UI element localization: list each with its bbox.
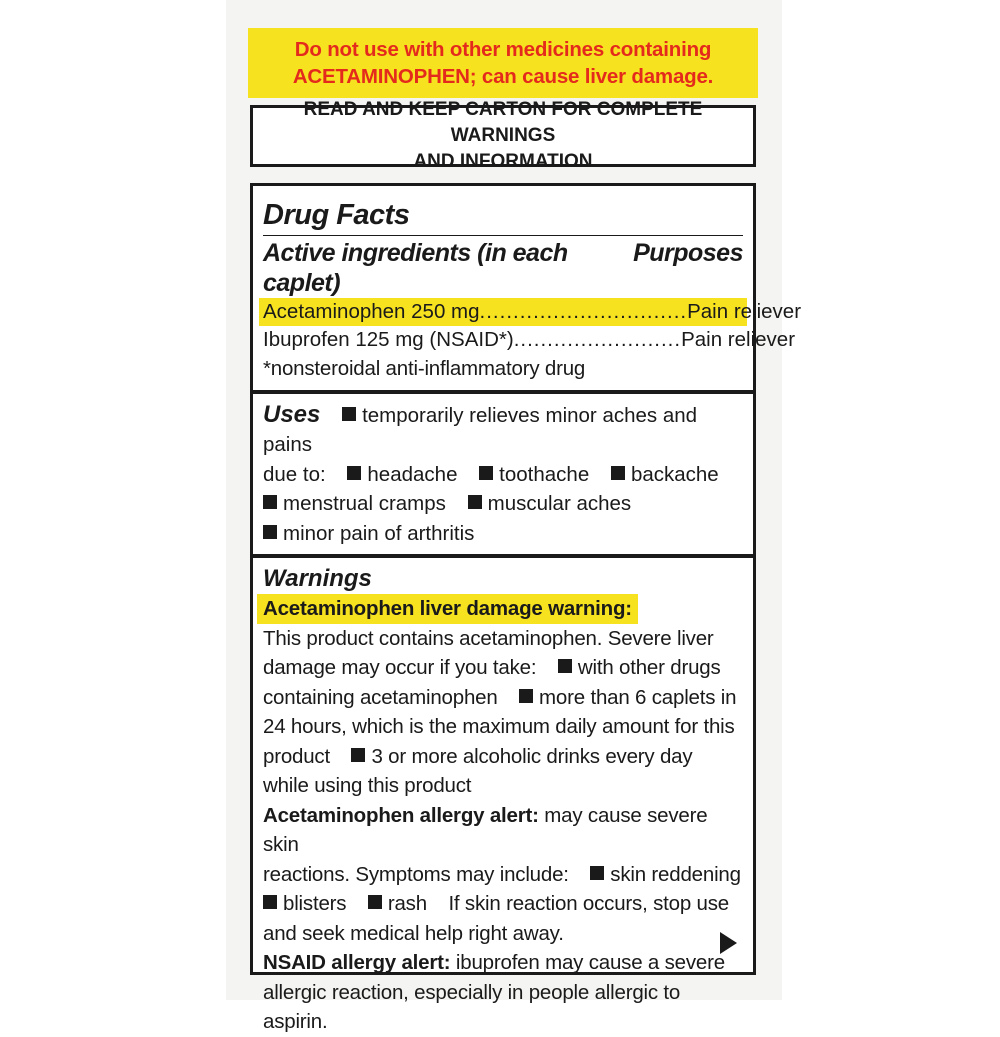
banner-line-2: ACETAMINOPHEN; can cause liver damage. (292, 65, 714, 88)
square-bullet-icon (263, 895, 277, 909)
divider (263, 235, 743, 236)
warning-item: rash (387, 892, 427, 915)
warning-line: reactions. Symptoms may include: (263, 862, 569, 886)
ingredient-purpose: Pain reliever (687, 300, 802, 323)
use-item: headache (367, 462, 458, 486)
square-bullet-icon (468, 495, 482, 509)
warning-item: with other drugs (577, 656, 721, 679)
warning-line: 24 hours, which is the maximum daily amount for this (263, 715, 735, 738)
warning-line: This product contains acetaminophen. Severe liver (263, 626, 714, 650)
active-ingredients-header (263, 238, 743, 298)
warning-item: more than 6 caplets in (539, 685, 737, 709)
liver-warning-banner (248, 28, 758, 98)
warnings-heading: Warnings (263, 565, 372, 592)
warnings-section (263, 564, 743, 1037)
square-bullet-icon (590, 866, 604, 880)
use-item: toothache (499, 462, 590, 486)
square-bullet-icon (351, 748, 365, 762)
square-bullet-icon (519, 689, 533, 703)
ingredient-purpose: Pain reliever (681, 328, 796, 351)
play-arrow-icon (720, 932, 737, 954)
active-ingredients-label: Active ingredients (in each caplet) (263, 239, 568, 297)
use-item: backache (630, 462, 719, 486)
square-bullet-icon (479, 466, 493, 480)
warning-line: while using this product (263, 774, 472, 797)
warning-line: ibuprofen may cause a severe (455, 951, 725, 974)
purposes-label: Purposes (633, 239, 743, 267)
ingredient-row (259, 298, 802, 326)
warning-line: containing acetaminophen (263, 685, 498, 709)
ingredient-row (263, 326, 796, 354)
notice-line-2: AND INFORMATION (413, 151, 593, 172)
uses-section (263, 400, 743, 549)
warning-line: aspirin. (263, 1010, 328, 1033)
warning-item: 3 or more alcoholic drinks every day (371, 744, 693, 768)
warning-line: damage may occur if you take: (263, 656, 537, 679)
section-divider (253, 390, 753, 394)
warning-line: allergic reaction, especially in people allergic to (263, 980, 681, 1004)
warning-line: product (263, 744, 330, 768)
warning-item: blisters (283, 892, 347, 915)
use-item: minor pain of arthritis (283, 521, 475, 545)
ingredient-name: Acetaminophen 250 mg (263, 300, 480, 323)
banner-line-1: Do not use with other medicines containing (294, 38, 712, 61)
nsaid-alert-heading: NSAID allergy alert: (263, 951, 451, 974)
warning-line: may cause severe skin (263, 803, 708, 856)
square-bullet-icon (347, 466, 361, 480)
use-item: menstrual cramps (283, 492, 446, 515)
uses-heading: Uses (263, 400, 321, 428)
leader-dots: ......................... (513, 328, 682, 351)
notice-line-1: READ AND KEEP CARTON FOR COMPLETE WARNINGS (303, 99, 703, 146)
leader-dots: ............................... (479, 300, 688, 323)
square-bullet-icon (263, 495, 277, 509)
square-bullet-icon (263, 525, 277, 539)
warning-line: and seek medical help right away. (263, 921, 564, 945)
uses-due-to: due to: (263, 462, 326, 486)
use-item: muscular aches (487, 492, 632, 515)
drug-facts-title: Drug Facts (263, 199, 410, 231)
square-bullet-icon (611, 466, 625, 480)
drug-facts-panel (250, 183, 802, 1033)
ingredient-name: Ibuprofen 125 mg (NSAID*) (263, 328, 514, 351)
section-divider (253, 554, 753, 558)
square-bullet-icon (342, 407, 356, 421)
read-carton-notice (250, 99, 756, 172)
uses-intro: temporarily relieves minor aches and pains (263, 403, 698, 456)
allergy-alert-heading: Acetaminophen allergy alert: (263, 803, 539, 827)
warning-line: If skin reaction occurs, stop use (448, 892, 729, 915)
nsaid-footnote: *nonsteroidal anti-inflammatory drug (263, 357, 586, 380)
liver-warning-heading: Acetaminophen liver damage warning: (257, 594, 638, 624)
warning-item: skin reddening (610, 862, 741, 886)
square-bullet-icon (558, 659, 572, 673)
square-bullet-icon (368, 895, 382, 909)
